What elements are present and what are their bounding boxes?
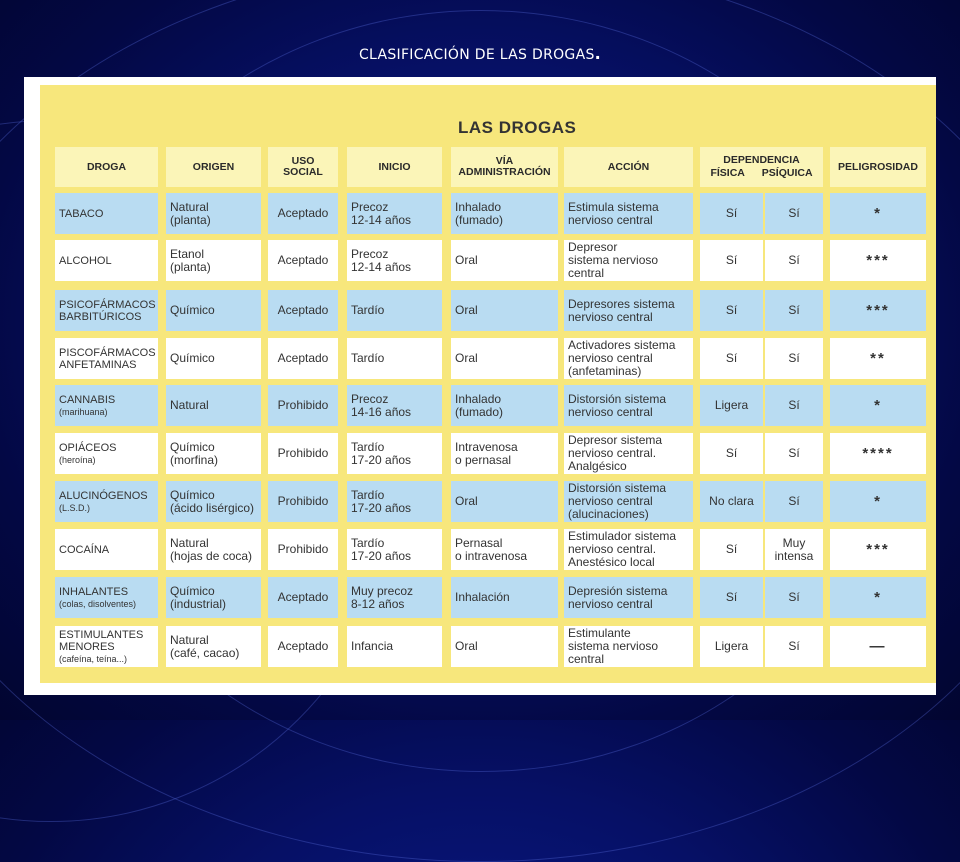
cell-accion: Distorsión sistema nervioso central	[564, 385, 693, 426]
drug-name: INHALANTES	[59, 585, 129, 598]
cell-droga	[55, 577, 158, 618]
cell-peligrosidad: ****	[830, 433, 926, 474]
cell-uso-social: Aceptado	[268, 338, 338, 379]
cell-peligrosidad: ***	[830, 290, 926, 331]
cell-peligrosidad: ***	[830, 529, 926, 570]
cell-origen: Químico (industrial)	[166, 577, 261, 618]
slide-title	[0, 44, 960, 63]
cell-uso-social: Prohibido	[268, 385, 338, 426]
cell-dependencia-fisica: Ligera	[700, 626, 763, 667]
drug-subname: (L.S.D.)	[59, 502, 91, 513]
cell-origen: Etanol (planta)	[166, 240, 261, 281]
cell-accion: Depresión sistema nervioso central	[564, 577, 693, 618]
header-accion: ACCIÓN	[564, 147, 693, 187]
cell-uso-social: Aceptado	[268, 290, 338, 331]
cell-peligrosidad: ***	[830, 240, 926, 281]
cell-inicio: Tardío	[347, 338, 442, 379]
cell-via: Inhalado (fumado)	[451, 385, 558, 426]
cell-origen: Natural (café, cacao)	[166, 626, 261, 667]
cell-origen: Químico	[166, 338, 261, 379]
header-origen: ORIGEN	[166, 147, 261, 187]
cell-dependencia-fisica: No clara	[700, 481, 763, 522]
cell-inicio: Tardío	[347, 290, 442, 331]
cell-droga	[55, 290, 158, 331]
cell-origen: Químico (ácido lisérgico)	[166, 481, 261, 522]
cell-peligrosidad: **	[830, 338, 926, 379]
cell-via: Pernasal o intravenosa	[451, 529, 558, 570]
drug-name: PISCOFÁRMACOS ANFETAMINAS	[59, 346, 156, 371]
drug-name: ESTIMULANTES MENORES	[59, 628, 144, 653]
drug-table	[40, 85, 936, 683]
drug-name: OPIÁCEOS	[59, 441, 117, 454]
slide-title-dot: .	[594, 44, 602, 63]
drug-name: TABACO	[59, 207, 104, 220]
cell-origen: Químico	[166, 290, 261, 331]
cell-uso-social: Aceptado	[268, 626, 338, 667]
drug-name: COCAÍNA	[59, 543, 110, 556]
cell-dependencia-fisica: Sí	[700, 240, 763, 281]
cell-droga	[55, 338, 158, 379]
header-fisica: FÍSICA	[710, 167, 745, 179]
cell-dependencia-fisica: Sí	[700, 577, 763, 618]
drug-subname: (heroína)	[59, 454, 96, 465]
cell-uso-social: Prohibido	[268, 529, 338, 570]
cell-accion: Activadores sistema nervioso central (anfetaminas)	[564, 338, 693, 379]
cell-droga	[55, 385, 158, 426]
drug-name: PSICOFÁRMACOS BARBITÚRICOS	[59, 298, 156, 323]
cell-dependencia-fisica: Sí	[700, 433, 763, 474]
cell-droga	[55, 433, 158, 474]
cell-peligrosidad: *	[830, 577, 926, 618]
cell-dependencia-psiquica: Muy intensa	[765, 529, 823, 570]
header-peligrosidad: PELIGROSIDAD	[830, 147, 926, 187]
cell-droga	[55, 481, 158, 522]
drug-name: ALUCINÓGENOS	[59, 489, 148, 502]
cell-uso-social: Aceptado	[268, 193, 338, 234]
cell-origen: Químico (morfina)	[166, 433, 261, 474]
cell-inicio: Infancia	[347, 626, 442, 667]
cell-uso-social: Aceptado	[268, 240, 338, 281]
cell-origen: Natural	[166, 385, 261, 426]
cell-via: Oral	[451, 481, 558, 522]
cell-accion: Estimulador sistema nervioso central. Anestésico local	[564, 529, 693, 570]
table-title: LAS DROGAS	[458, 118, 577, 137]
cell-dependencia-psiquica: Sí	[765, 433, 823, 474]
header-droga: DROGA	[55, 147, 158, 187]
cell-inicio: Precoz 12-14 años	[347, 240, 442, 281]
header-uso-social: USO SOCIAL	[268, 147, 338, 187]
image-panel	[24, 77, 936, 695]
cell-dependencia-fisica: Sí	[700, 290, 763, 331]
cell-dependencia-psiquica: Sí	[765, 577, 823, 618]
cell-dependencia-psiquica: Sí	[765, 626, 823, 667]
cell-uso-social: Prohibido	[268, 481, 338, 522]
cell-dependencia-psiquica: Sí	[765, 193, 823, 234]
cell-accion: Estimulante sistema nervioso central	[564, 626, 693, 667]
cell-uso-social: Prohibido	[268, 433, 338, 474]
cell-dependencia-fisica: Sí	[700, 338, 763, 379]
header-inicio: INICIO	[347, 147, 442, 187]
cell-via: Intravenosa o pernasal	[451, 433, 558, 474]
cell-dependencia-psiquica: Sí	[765, 481, 823, 522]
cell-inicio: Muy precoz 8-12 años	[347, 577, 442, 618]
cell-inicio: Precoz 14-16 años	[347, 385, 442, 426]
cell-dependencia-psiquica: Sí	[765, 240, 823, 281]
cell-origen: Natural (hojas de coca)	[166, 529, 261, 570]
cell-origen: Natural (planta)	[166, 193, 261, 234]
drug-subname: (colas, disolventes)	[59, 598, 137, 609]
cell-droga	[55, 193, 158, 234]
slide-title-text: CLASIFICACIÓN DE LAS DROGAS	[358, 47, 595, 63]
header-psiquica: PSÍQUICA	[761, 167, 813, 179]
cell-via: Inhalado (fumado)	[451, 193, 558, 234]
header-via-administracion: VÍA ADMINISTRACIÓN	[451, 147, 558, 187]
cell-via: Oral	[451, 290, 558, 331]
cell-via: Oral	[451, 338, 558, 379]
cell-via: Oral	[451, 626, 558, 667]
cell-dependencia-fisica: Sí	[700, 529, 763, 570]
cell-accion: Depresor sistema nervioso central	[564, 240, 693, 281]
cell-via: Oral	[451, 240, 558, 281]
cell-droga	[55, 529, 158, 570]
cell-peligrosidad: *	[830, 385, 926, 426]
cell-dependencia-psiquica: Sí	[765, 290, 823, 331]
header-dependencia-label: DEPENDENCIA	[723, 154, 800, 166]
cell-dependencia-psiquica: Sí	[765, 385, 823, 426]
cell-dependencia-psiquica: Sí	[765, 338, 823, 379]
cell-accion: Distorsión sistema nervioso central (alucinaciones)	[564, 481, 693, 522]
cell-accion: Estimula sistema nervioso central	[564, 193, 693, 234]
cell-inicio: Precoz 12-14 años	[347, 193, 442, 234]
cell-dependencia-fisica: Ligera	[700, 385, 763, 426]
cell-droga	[55, 626, 158, 667]
drug-subname: (marihuana)	[59, 406, 108, 417]
cell-peligrosidad: *	[830, 193, 926, 234]
cell-inicio: Tardío 17-20 años	[347, 529, 442, 570]
drug-name: ALCOHOL	[59, 254, 112, 267]
cell-inicio: Tardío 17-20 años	[347, 481, 442, 522]
drug-name: CANNABIS	[59, 393, 116, 406]
cell-droga	[55, 240, 158, 281]
cell-inicio: Tardío 17-20 años	[347, 433, 442, 474]
header-dependencia	[700, 147, 823, 187]
cell-peligrosidad: *	[830, 481, 926, 522]
cell-accion: Depresor sistema nervioso central. Analgésico	[564, 433, 693, 474]
cell-peligrosidad: —	[830, 626, 926, 667]
drug-subname: (cafeína, teína...)	[59, 653, 128, 664]
cell-uso-social: Aceptado	[268, 577, 338, 618]
cell-via: Inhalación	[451, 577, 558, 618]
cell-accion: Depresores sistema nervioso central	[564, 290, 693, 331]
cell-dependencia-fisica: Sí	[700, 193, 763, 234]
